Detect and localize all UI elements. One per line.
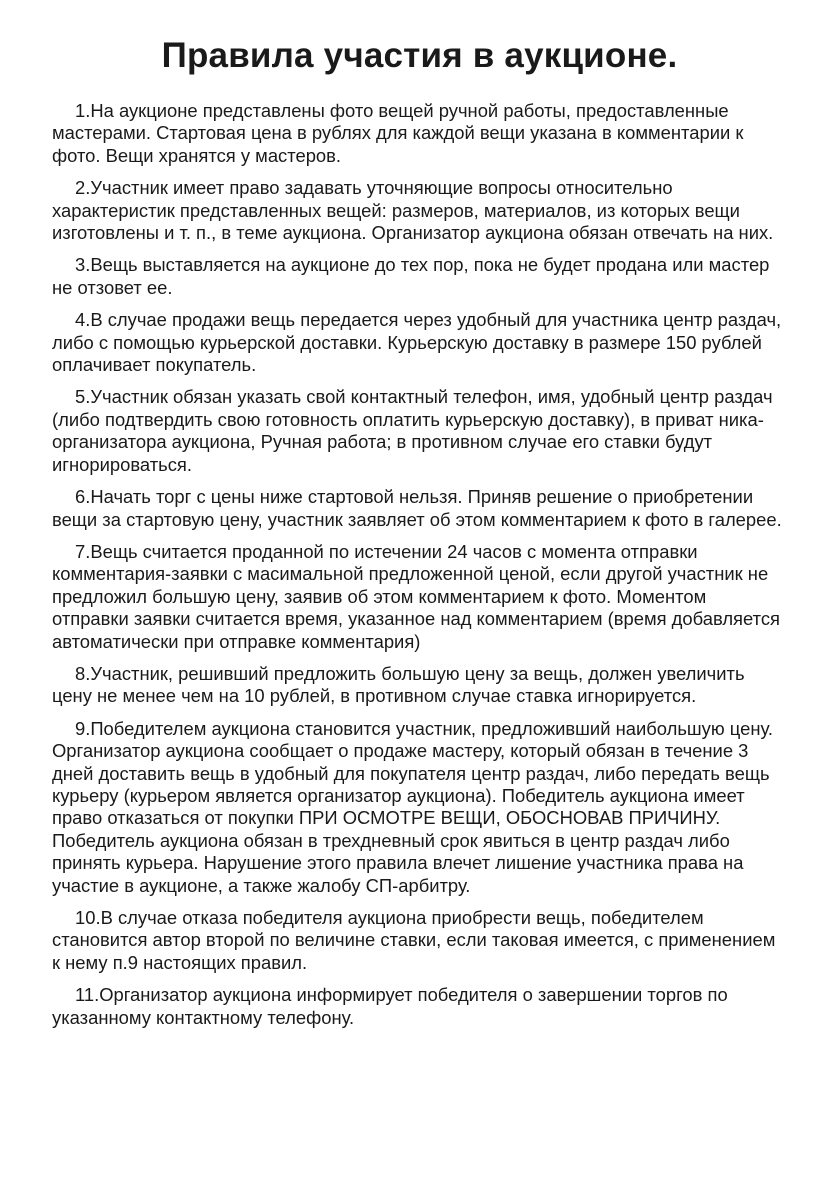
rule-5: 5.Участник обязан указать свой контактный телефон, имя, удобный центр раздач (либо подтвердить свою готовность оплатить курьерскую доставку), в приват ника-организатора аукциона, Ручная работа; в противном случае его ставки будут игнорироваться. [52, 386, 773, 475]
rule-3: 3.Вещь выставляется на аукционе до тех пор, пока не будет продана или мастер не отзовет ее. [52, 254, 770, 298]
rule-2: 2.Участник имеет право задавать уточняющие вопросы относительно характеристик представленных вещей: размеров, материалов, из которых вещи изготовлены и т. п., в теме аукциона. Организатор аукциона обязан отвечать на них. [52, 177, 774, 244]
rule-4: 4.В случае продажи вещь передается через удобный для участника центр раздач, либо с помощью курьерской доставки. Курьерскую доставку в размере 150 рублей оплачивает покупатель. [52, 309, 782, 376]
rule-7: 7.Вещь считается проданной по истечении 24 часов с момента отправки комментария-заявки с масимальной предложенной ценой, если другой участник не предложил большую цену, заявив об этом комментарием к фото. Моментом отправки заявки считается время, указанное над комментарием (время добавляется автоматически при отправке комментария) [52, 540, 780, 652]
rule-10: 10.В случае отказа победителя аукциона приобрести вещь, победителем становится автор второй по величине ставки, если таковая имеется, с применением к нему п.9 настоящих правил. [52, 907, 776, 973]
rule-11: 11.Организатор аукциона информирует победителя о завершении торгов по указанному контактному телефону. [52, 984, 728, 1028]
rule-8: 8.Участник, решивший предложить большую цену за вещь, должен увеличить цену не менее чем на 10 рублей, в противном случае ставка игнорируется. [52, 662, 745, 707]
document-title: Правила участия в аукционе. [161, 36, 678, 75]
rule-9: 9.Победителем аукциона становится участник, предложивший наибольшую цену. Организатор аукциона сообщает о продаже мастеру, который обязан в течение 3 дней доставить вещь в удобный для покупателя центр раздач, либо передать вещь курьеру (курьером является организатор аукциона). Победитель аукциона имеет право отказаться от покупки ПРИ ОСМОТРЕ ВЕЩИ, ОБОСНОВАВ ПРИЧИНУ. Победитель аукциона обязан в трехдневный срок явиться в центр раздач либо принять курьера. Нарушение этого правила влечет лишение участника права на участие в аукционе, а также жалобу СП-арбитру. [52, 717, 773, 896]
rule-1: 1.На аукционе представлены фото вещей ручной работы, предоставленные мастерами. Стартовая цена в рублях для каждой вещи указана в комментарии к фото. Вещи хранятся у мастеров. [52, 100, 744, 166]
rules-list [52, 100, 787, 1029]
rule-6: 6.Начать торг с цены ниже стартовой нельзя. Приняв решение о приобретении вещи за стартовую цену, участник заявляет об этом комментарием к фото в галерее. [52, 486, 782, 530]
